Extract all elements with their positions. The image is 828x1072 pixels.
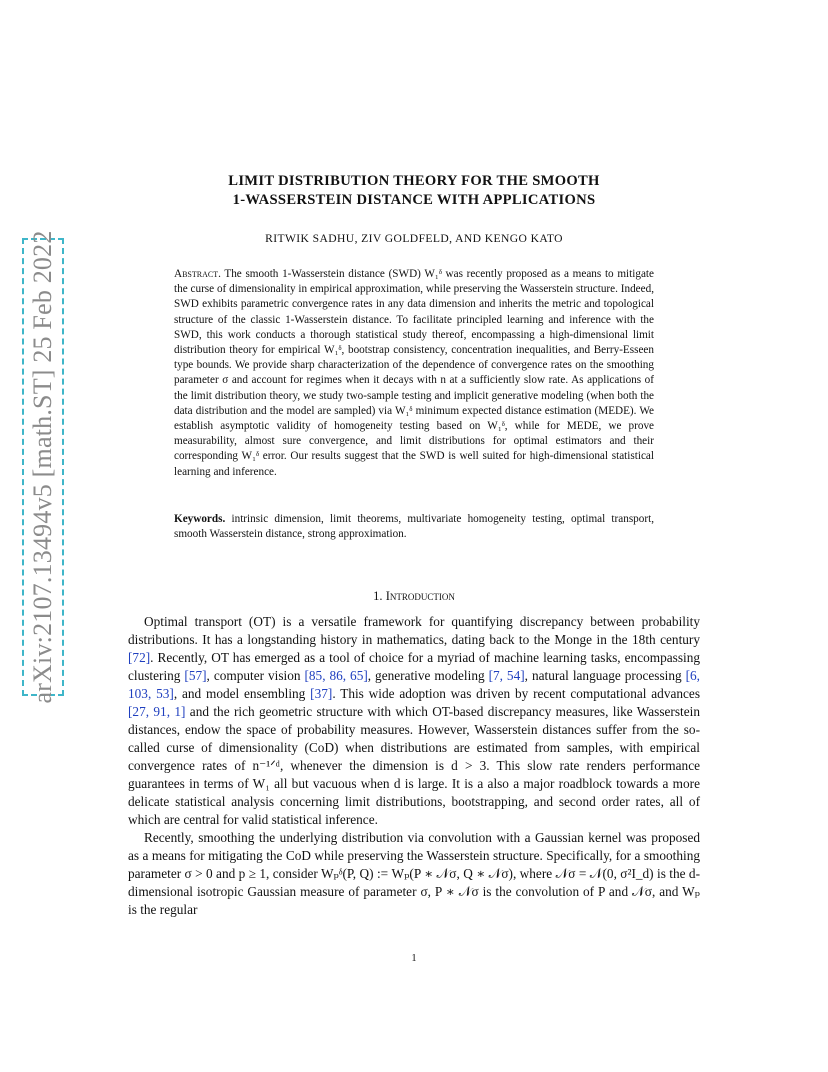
text-run: and the rich geometric structure with which OT-based discrepancy measures, like Wasserstein distances, endow the space of probability measures. However, Wasserstein distances suffer from the so-called curse of dimensionality (CoD) when distributions are estimated from samples, with empirical convergence rates of n⁻¹ᐟᵈ, whenever the dimension is d > 3. This slow rate renders performance guarantees in terms of W₁ all but vacuous when d is large. It is a also a major roadblock towards a more delicate statistical analysis concerning limit distributions, bootstrapping, and second order rates, all of which are central for valid statistical inference. <box>128 704 700 827</box>
text-run: , natural language processing <box>524 668 686 683</box>
keywords-text: intrinsic dimension, limit theorems, multivariate homogeneity testing, optimal transport, smooth Wasserstein distance, strong approximation. <box>174 513 654 541</box>
citation-link[interactable]: [6, 103, 53] <box>128 668 701 701</box>
paragraph-1 <box>128 613 700 829</box>
page-number: 1 <box>411 953 417 964</box>
authors: RITWIK SADHU, ZIV GOLDFELD, AND KENGO KATO <box>265 232 563 245</box>
citation-link[interactable]: [27, 91, 1] <box>128 704 186 719</box>
paper-title <box>150 172 678 210</box>
title-line-2: 1-WASSERSTEIN DISTANCE WITH APPLICATIONS <box>232 192 596 208</box>
citation-link[interactable]: [37] <box>310 686 333 701</box>
text-run: , generative modeling <box>367 668 489 683</box>
body-text <box>128 613 700 919</box>
abstract-text: The smooth 1-Wasserstein distance (SWD) W₁ᵟ was recently proposed as a means to mitigate the curse of dimensionality in empirical approximation, while preserving the Wasserstein structure. Indeed, SWD exhibits parametric convergence rates in any data dimension and inherits the metric and topological structure of the classic 1-Wasserstein distance. To facilitate principled learning and inference with the SWD, this work conducts a thorough statistical study thereof, encompassing a high-dimensional limit distribution theory for empirical W₁ᵟ, bootstrap consistency, concentration inequalities, and Berry-Esseen type bounds. We provide sharp characterization of the dependence of convergence rates on the smoothing parameter σ and account for regimes when it decays with n at a sufficiently slow rate. As applications of the limit distribution theory, we study two-sample testing and implicit generative modeling (when both the data distribution and the model are sampled) via W₁ᵟ minimum expected distance estimation (MEDE). We establish asymptotic validity of homogeneity testing based on W₁ᵟ, while for MEDE, we prove measurability, almost sure convergence, and limit distributions for optimal estimators and their corresponding W₁ᵟ error. Our results suggest that the SWD is well suited for high-dimensional statistical learning and inference. <box>174 268 654 478</box>
keywords-label: Keywords. <box>174 513 226 525</box>
title-line-1: LIMIT DISTRIBUTION THEORY FOR THE SMOOTH <box>228 173 600 189</box>
text-run: , and model ensembling <box>173 686 311 701</box>
section-heading <box>128 589 700 604</box>
text-run: Optimal transport (OT) is a versatile framework for quantifying discrepancy between probability distributions. It has a longstanding history in mathematics, dating back to the Monge in the 18th century <box>128 614 700 647</box>
section-title: Introduction <box>385 589 455 603</box>
abstract <box>174 267 654 480</box>
citation-link[interactable]: [85, 86, 65] <box>304 668 368 683</box>
arxiv-stamp-text: arXiv:2107.13494v5 [math.ST] 25 Feb 2022 <box>28 230 57 704</box>
citation-link[interactable]: [7, 54] <box>488 668 525 683</box>
paragraph-2: Recently, smoothing the underlying distribution via convolution with a Gaussian kernel was proposed as a means for mitigating the CoD while preserving the Wasserstein structure. Specifically, for a smoothing parameter σ > 0 and p ≥ 1, consider Wₚᵟ(P, Q) := Wₚ(P ∗ 𝒩σ, Q ∗ 𝒩σ), where 𝒩σ = 𝒩(0, σ²I_d) is the d-dimensional isotropic Gaussian measure of parameter σ, P ∗ 𝒩σ is the convolution of P and 𝒩σ, and Wₚ is the regular <box>128 830 700 917</box>
arxiv-stamp <box>22 230 64 704</box>
citation-link[interactable]: [57] <box>184 668 207 683</box>
text-run: , computer vision <box>206 668 305 683</box>
citation-link[interactable]: [72] <box>128 650 151 665</box>
abstract-label: Abstract. <box>174 268 221 280</box>
text-run: . This wide adoption was driven by recent computational advances <box>332 686 700 701</box>
keywords <box>174 512 654 542</box>
text-run: . Recently, OT has emerged as a tool of choice for a myriad of machine learning tasks, encompassing clustering <box>128 650 700 683</box>
section-number: 1. <box>373 589 383 603</box>
